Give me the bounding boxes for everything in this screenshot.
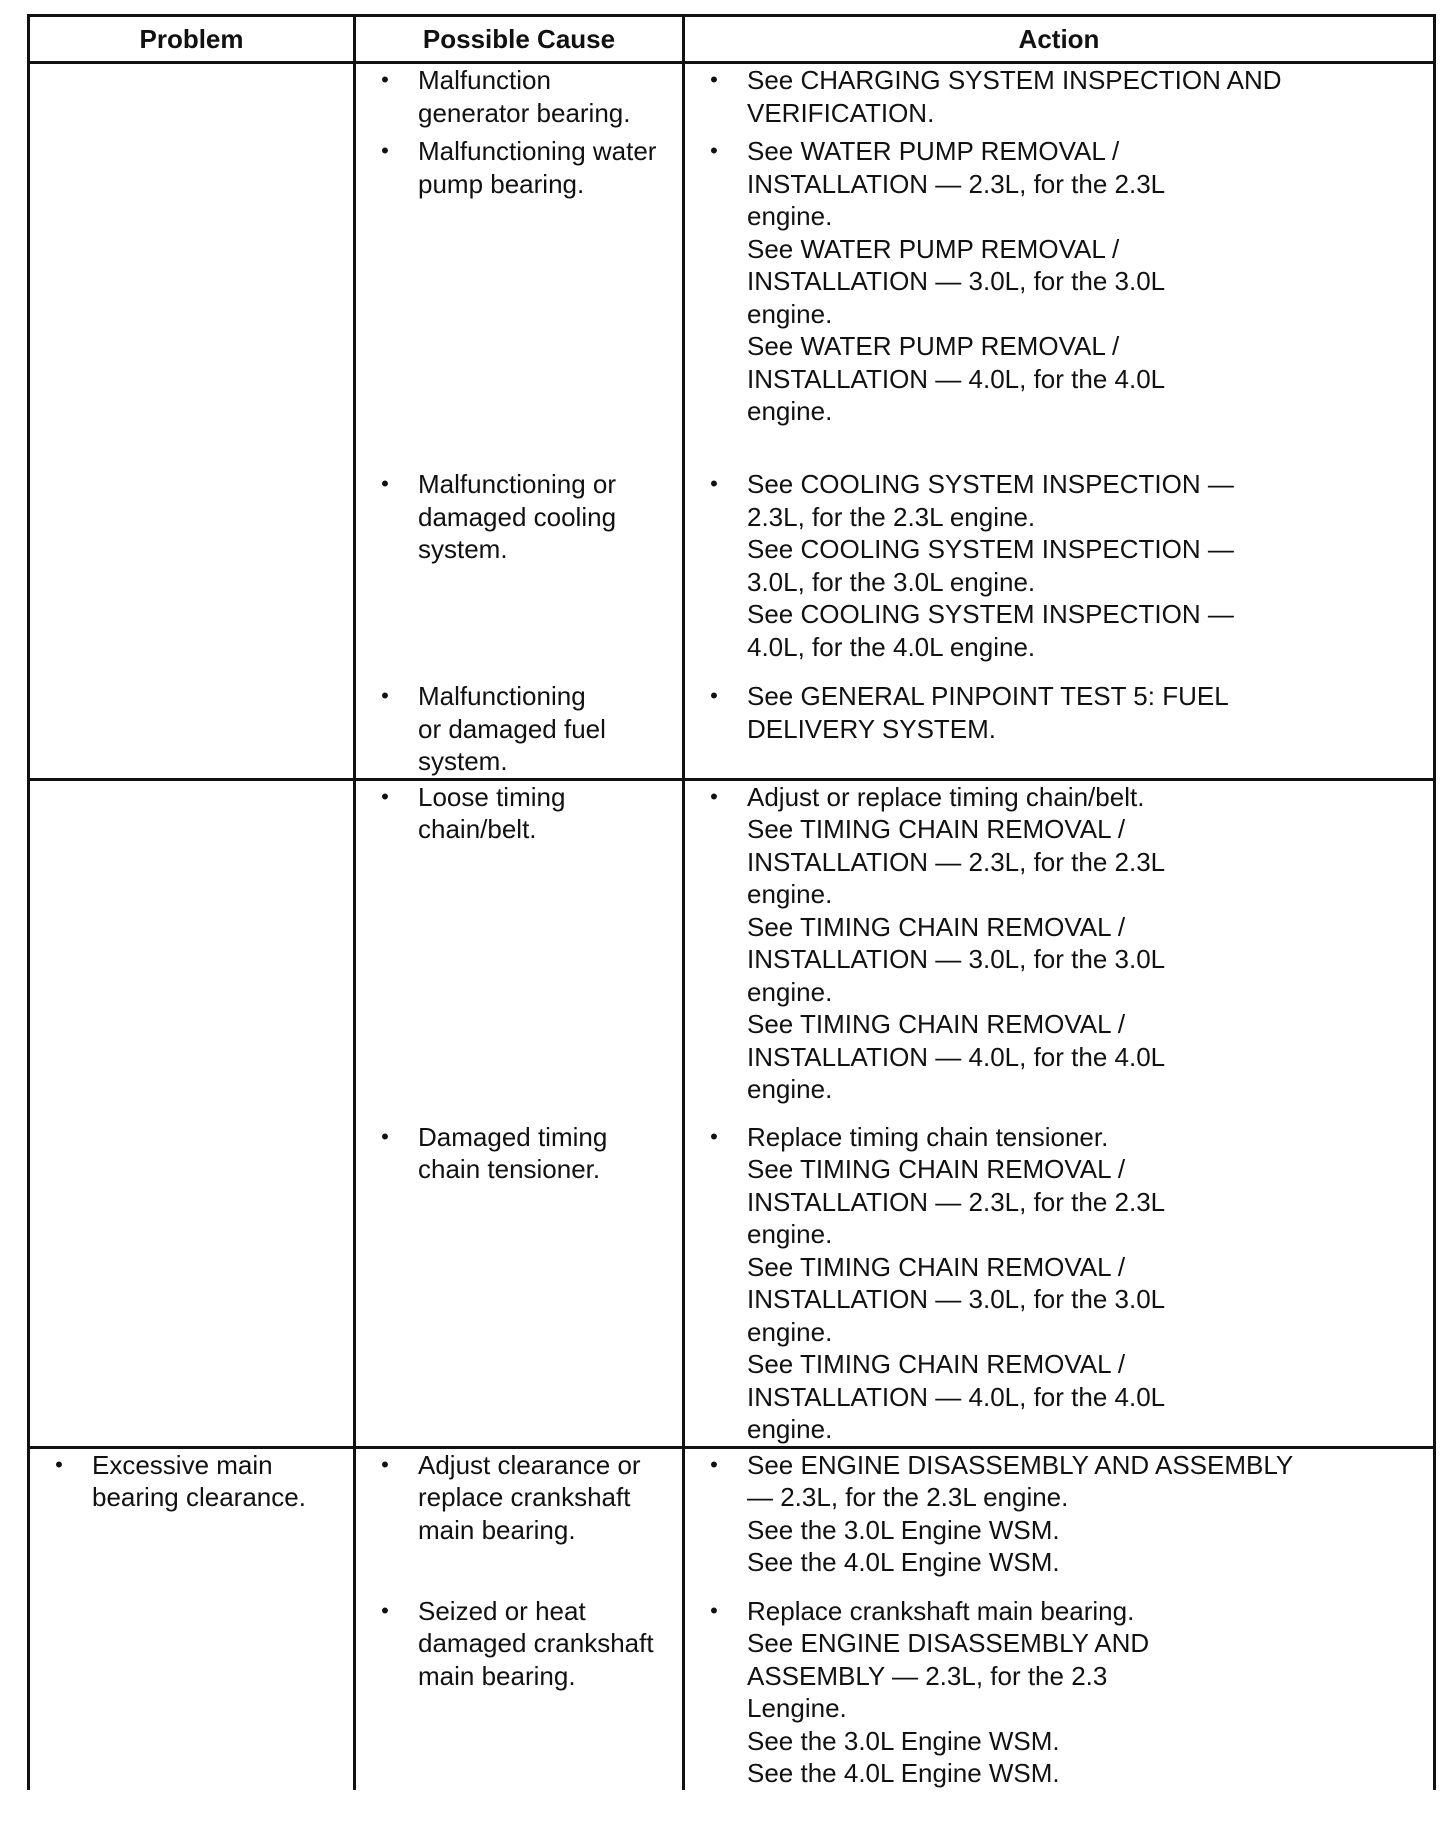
text-line: See WATER PUMP REMOVAL / bbox=[747, 136, 1120, 166]
bullet-icon: • bbox=[381, 783, 389, 809]
text-line: ASSEMBLY — 2.3L, for the 2.3 bbox=[747, 1660, 1108, 1691]
text-line: See TIMING CHAIN REMOVAL / bbox=[747, 1349, 1126, 1379]
cause-cell bbox=[355, 63, 684, 780]
text-line: chain/belt. bbox=[418, 814, 537, 844]
text-line: Replace timing chain tensioner. bbox=[747, 1121, 1109, 1152]
text-line: DELIVERY SYSTEM. bbox=[747, 713, 997, 744]
table-row bbox=[29, 63, 1435, 780]
text-line: Malfunction bbox=[418, 65, 551, 95]
text-line: main bearing. bbox=[418, 1514, 576, 1545]
action-entry bbox=[685, 64, 1433, 135]
action-cell bbox=[684, 779, 1435, 1447]
bullet-icon: • bbox=[710, 471, 718, 496]
text-line: See the 3.0L Engine WSM. bbox=[747, 1514, 1060, 1545]
cause-entry bbox=[356, 64, 682, 135]
text-line: See the 4.0L Engine WSM. bbox=[747, 1758, 1060, 1788]
text-line: Seized or heat bbox=[418, 1595, 586, 1626]
text-line: engine. bbox=[747, 201, 833, 231]
problem-cell bbox=[29, 779, 355, 1447]
text-line: replace crankshaft bbox=[418, 1482, 631, 1512]
bullet-icon: • bbox=[381, 471, 389, 496]
cause-entry bbox=[356, 1449, 682, 1595]
cause-entry bbox=[356, 781, 682, 1121]
bullet-icon: • bbox=[381, 1451, 389, 1477]
text-line: See TIMING CHAIN REMOVAL / bbox=[747, 1009, 1126, 1039]
text-line: See WATER PUMP REMOVAL / bbox=[747, 331, 1120, 361]
text-line: See the 3.0L Engine WSM. bbox=[747, 1725, 1060, 1756]
text-line: See COOLING SYSTEM INSPECTION — bbox=[747, 469, 1234, 499]
action-entry bbox=[685, 1595, 1433, 1790]
bullet-icon: • bbox=[710, 783, 718, 809]
text-line: INSTALLATION — 3.0L, for the 3.0L bbox=[747, 1284, 1166, 1314]
text-line: Damaged timing bbox=[418, 1121, 608, 1152]
text-line: INSTALLATION — 2.3L, for the 2.3L bbox=[747, 846, 1166, 877]
text-line: Loose timing bbox=[418, 781, 566, 812]
text-line: See TIMING CHAIN REMOVAL / bbox=[747, 1154, 1126, 1184]
text-line: INSTALLATION — 3.0L, for the 3.0L bbox=[747, 944, 1166, 974]
cause-entry bbox=[356, 680, 682, 778]
cause-entry bbox=[356, 468, 682, 680]
text-line: INSTALLATION — 4.0L, for the 4.0L bbox=[747, 1041, 1166, 1072]
text-line: See the 4.0L Engine WSM. bbox=[747, 1547, 1060, 1577]
troubleshooting-table bbox=[27, 14, 1436, 1790]
text-line: Excessive main bbox=[92, 1449, 273, 1480]
text-line: — 2.3L, for the 2.3L engine. bbox=[747, 1482, 1069, 1512]
bullet-icon: • bbox=[710, 138, 718, 163]
text-line: See GENERAL PINPOINT TEST 5: FUEL bbox=[747, 681, 1229, 711]
text-line: 2.3L, for the 2.3L engine. bbox=[747, 501, 1036, 532]
text-line: chain tensioner. bbox=[418, 1154, 601, 1184]
action-cell bbox=[684, 1447, 1435, 1790]
text-line: VERIFICATION. bbox=[747, 97, 935, 128]
text-line: INSTALLATION — 2.3L, for the 2.3L bbox=[747, 168, 1166, 199]
text-line: engine. bbox=[747, 1414, 833, 1444]
cause-cell bbox=[355, 779, 684, 1447]
action-entry bbox=[685, 781, 1433, 1121]
text-line: system. bbox=[418, 746, 508, 776]
text-line: Malfunctioning bbox=[418, 681, 586, 711]
text-line: See CHARGING SYSTEM INSPECTION AND bbox=[747, 65, 1282, 95]
text-line: generator bearing. bbox=[418, 97, 631, 128]
text-line: engine. bbox=[747, 298, 833, 329]
text-line: engine. bbox=[747, 1219, 833, 1249]
text-line: engine. bbox=[747, 1074, 833, 1104]
text-line: or damaged fuel bbox=[418, 713, 606, 744]
text-line: Adjust clearance or bbox=[418, 1449, 641, 1480]
bullet-icon: • bbox=[381, 1597, 389, 1623]
text-line: engine. bbox=[747, 976, 833, 1007]
text-line: Adjust or replace timing chain/belt. bbox=[747, 781, 1145, 812]
text-line: INSTALLATION — 2.3L, for the 2.3L bbox=[747, 1186, 1166, 1217]
text-line: See WATER PUMP REMOVAL / bbox=[747, 233, 1120, 264]
text-line: pump bearing. bbox=[418, 168, 585, 199]
text-line: INSTALLATION — 4.0L, for the 4.0L bbox=[747, 363, 1166, 394]
text-line: main bearing. bbox=[418, 1660, 576, 1691]
cause-cell bbox=[355, 1447, 684, 1790]
bullet-icon: • bbox=[710, 683, 718, 708]
text-line: system. bbox=[418, 534, 508, 564]
problem-cell bbox=[29, 63, 355, 780]
problem-cell bbox=[29, 1447, 355, 1790]
text-line: engine. bbox=[747, 396, 833, 426]
text-line: damaged cooling bbox=[418, 501, 617, 532]
cause-entry bbox=[356, 1121, 682, 1186]
bullet-icon: • bbox=[381, 1123, 389, 1149]
action-entry bbox=[685, 468, 1433, 680]
text-line: engine. bbox=[747, 1316, 833, 1347]
text-line: INSTALLATION — 4.0L, for the 4.0L bbox=[747, 1381, 1166, 1412]
action-entry bbox=[685, 680, 1433, 745]
text-line: 4.0L, for the 4.0L engine. bbox=[747, 631, 1036, 662]
text-line: See ENGINE DISASSEMBLY AND bbox=[747, 1628, 1150, 1658]
cause-entry bbox=[356, 135, 682, 468]
action-entry bbox=[685, 1449, 1433, 1595]
header-row bbox=[29, 16, 1435, 63]
text-line: Malfunctioning water bbox=[418, 136, 657, 166]
text-line: engine. bbox=[747, 879, 833, 909]
bullet-icon: • bbox=[710, 1123, 718, 1149]
text-line: INSTALLATION — 3.0L, for the 3.0L bbox=[747, 266, 1166, 296]
header-action: Action bbox=[684, 16, 1435, 63]
text-line: Replace crankshaft main bearing. bbox=[747, 1595, 1135, 1626]
bullet-icon: • bbox=[710, 1597, 718, 1623]
action-entry bbox=[685, 1121, 1433, 1446]
text-line: See TIMING CHAIN REMOVAL / bbox=[747, 911, 1126, 942]
bullet-icon: • bbox=[381, 683, 389, 708]
text-line: See COOLING SYSTEM INSPECTION — bbox=[747, 534, 1234, 564]
text-line: See TIMING CHAIN REMOVAL / bbox=[747, 814, 1126, 844]
text-line: Lengine. bbox=[747, 1693, 847, 1723]
cause-entry bbox=[356, 1595, 682, 1693]
table-row bbox=[29, 1447, 1435, 1790]
text-line: damaged crankshaft bbox=[418, 1628, 654, 1658]
bullet-icon: • bbox=[55, 1451, 63, 1477]
action-cell bbox=[684, 63, 1435, 780]
text-line: See COOLING SYSTEM INSPECTION — bbox=[747, 599, 1234, 629]
text-line: Malfunctioning or bbox=[418, 469, 616, 499]
text-line: See ENGINE DISASSEMBLY AND ASSEMBLY bbox=[747, 1449, 1294, 1480]
table-row bbox=[29, 779, 1435, 1447]
bullet-icon: • bbox=[381, 67, 389, 92]
action-entry bbox=[685, 135, 1433, 468]
header-problem: Problem bbox=[29, 16, 355, 63]
text-line: See TIMING CHAIN REMOVAL / bbox=[747, 1251, 1126, 1282]
text-line: bearing clearance. bbox=[92, 1482, 306, 1512]
text-line: 3.0L, for the 3.0L engine. bbox=[747, 566, 1036, 597]
header-possible-cause: Possible Cause bbox=[355, 16, 684, 63]
bullet-icon: • bbox=[710, 1451, 718, 1477]
bullet-icon: • bbox=[381, 138, 389, 163]
bullet-icon: • bbox=[710, 67, 718, 92]
problem-entry bbox=[30, 1449, 353, 1514]
